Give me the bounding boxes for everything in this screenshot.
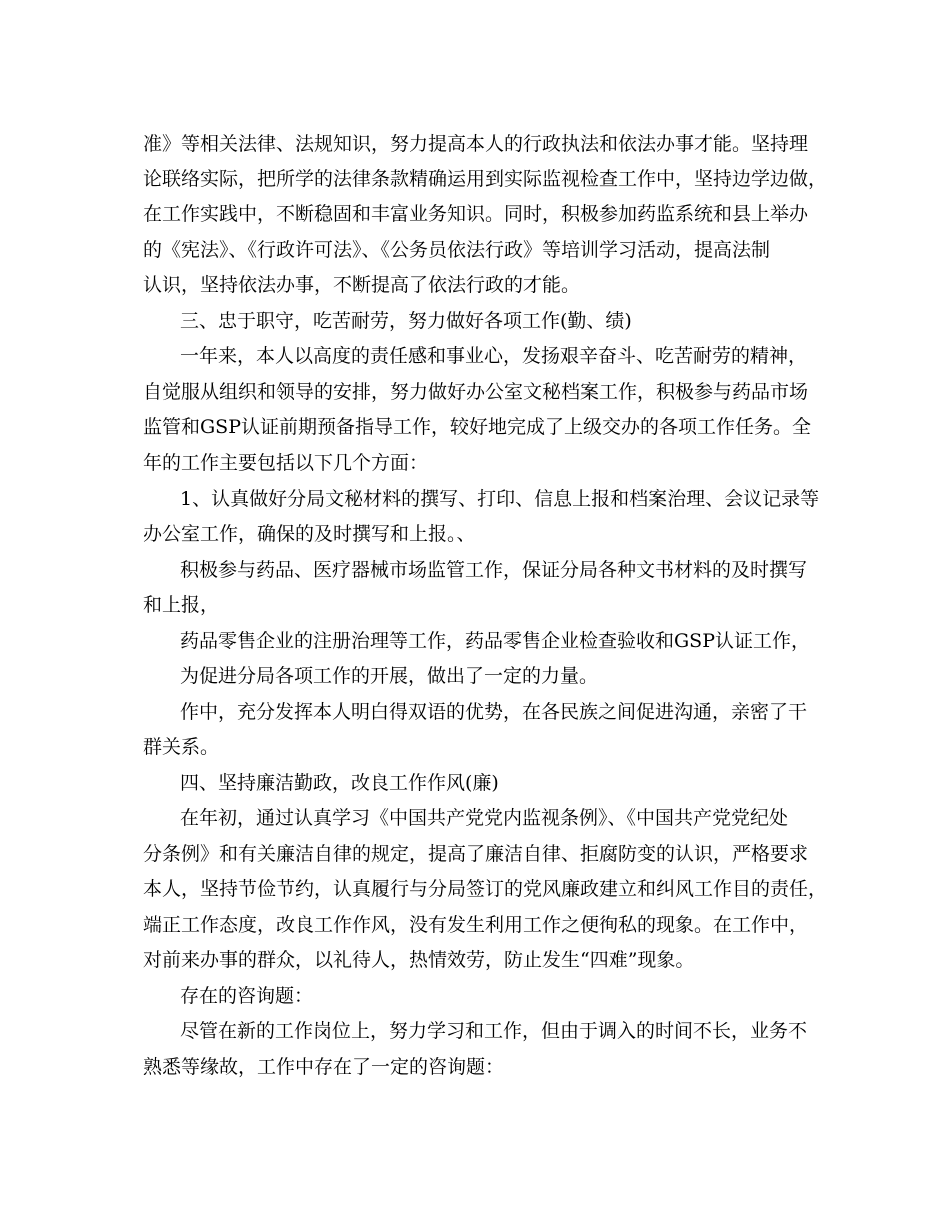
text-line: 监管和GSP认证前期预备指导工作，较好地完成了上级交办的各项工作任务。全 bbox=[143, 416, 811, 438]
text-line: 的《宪法》、《行政许可法》、《公务员依法行政》等培训学习活动，提高法制 bbox=[143, 239, 771, 261]
text-line: 论联络实际，把所学的法律条款精确运用到实际监视检查工作中，坚持边学边做， bbox=[143, 168, 828, 190]
text-line: 准》等相关法律、法规知识，努力提高本人的行政执法和依法办事才能。坚持理 bbox=[143, 133, 809, 155]
text-line: 药品零售企业的注册治理等工作，药品零售企业检查验收和GSP认证工作， bbox=[180, 630, 810, 652]
text-line: 对前来办事的群众，以礼待人，热情效劳，防止发生“四难”现象。 bbox=[143, 949, 695, 971]
text-line: 熟悉等缘故，工作中存在了一定的咨询题： bbox=[143, 1056, 505, 1078]
section-heading: 三、忠于职守，吃苦耐劳，努力做好各项工作(勤、绩) bbox=[180, 310, 632, 332]
text-line: 端正工作态度，改良工作作风，没有发生利用工作之便徇私的现象。在工作中， bbox=[143, 914, 809, 936]
text-line: 本人，坚持节俭节约，认真履行与分局签订的党风廉政建立和纠风工作目的责任， bbox=[143, 878, 828, 900]
text-line: 分条例》和有关廉洁自律的规定，提高了廉洁自律、拒腐防变的认识，严格要求 bbox=[143, 843, 809, 865]
text-line: 自觉服从组织和领导的安排，努力做好办公室文秘档案工作，积极参与药品市场 bbox=[143, 381, 809, 403]
text-line: 办公室工作，确保的及时撰写和上报。、 bbox=[143, 523, 476, 545]
text-line: 群关系。 bbox=[143, 736, 220, 758]
section-heading: 存在的咨询题： bbox=[180, 985, 314, 1007]
text-line: 在年初，通过认真学习《中国共产党党内监视条例》、《中国共产党党纪处 bbox=[180, 807, 789, 829]
text-line: 在工作实践中，不断稳固和丰富业务知识。同时，积极参加药监系统和县上举办 bbox=[143, 203, 809, 225]
text-line: 和上报， bbox=[143, 594, 220, 616]
text-line: 积极参与药品、医疗器械市场监管工作，保证分局各种文书材料的及时撰写 bbox=[180, 559, 808, 581]
text-line: 尽管在新的工作岗位上，努力学习和工作，但由于调入的时间不长，业务不 bbox=[180, 1020, 808, 1042]
text-line: 1、认真做好分局文秘材料的撰写、打印、信息上报和档案治理、会议记录等 bbox=[180, 488, 820, 510]
text-line: 一年来，本人以高度的责任感和事业心，发扬艰辛奋斗、吃苦耐劳的精神， bbox=[180, 345, 808, 367]
text-line: 为促进分局各项工作的开展，做出了一定的力量。 bbox=[180, 665, 599, 687]
section-heading: 四、坚持廉洁勤政，改良工作作风(廉) bbox=[180, 772, 499, 794]
text-line: 认识，坚持依法办事，不断提高了依法行政的才能。 bbox=[143, 274, 581, 296]
text-line: 作中，充分发挥本人明白得双语的优势，在各民族之间促进沟通，亲密了干 bbox=[180, 701, 808, 723]
text-line: 年的工作主要包括以下几个方面： bbox=[143, 452, 429, 474]
